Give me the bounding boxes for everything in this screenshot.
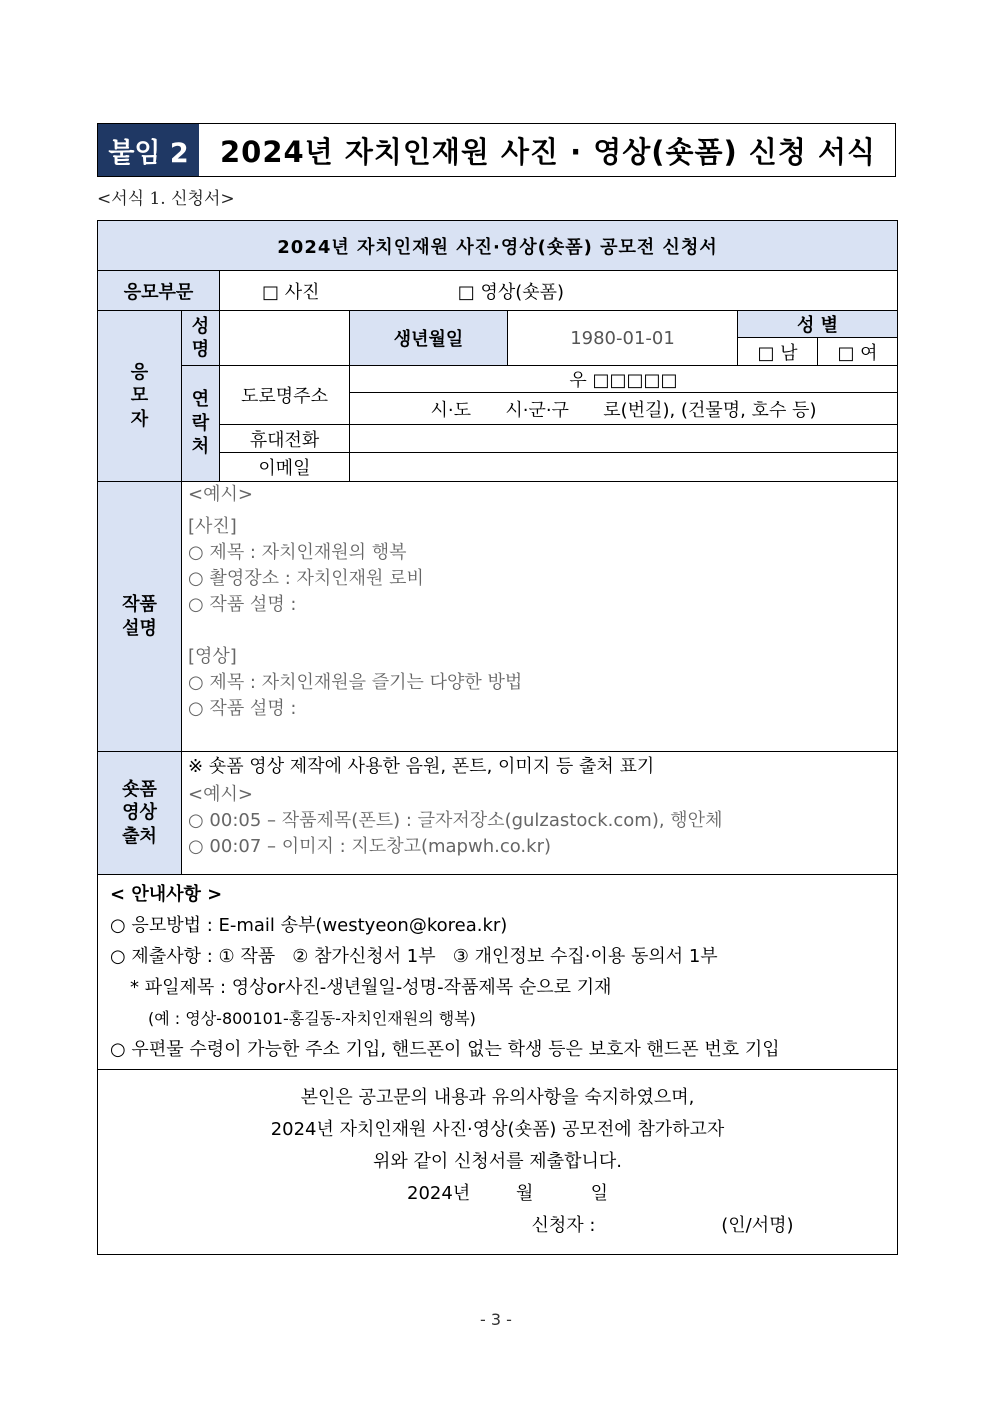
gender-female-checkbox[interactable]: □ 여 [818,338,898,366]
video-description-example: ○ 작품 설명 : [188,698,297,719]
source-example-image: ○ 00:07 – 이미지 : 지도창고(mapwh.co.kr) [188,836,551,857]
gender-label: 성 별 [738,311,898,338]
address-label: 도로명주소 [220,366,350,425]
photo-section-label: [사진] [188,516,237,537]
notice-filename-example: (예 : 영상-800101-홍길동-자치인재원의 행복) [148,1009,476,1028]
declaration-line-2: 2024년 자치인재원 사진·영상(숏폼) 공모전에 참가하고자 [270,1119,725,1140]
form-title: 2024년 자치인재원 사진·영상(숏폼) 공모전 신청서 [98,221,898,271]
birth-label: 생년월일 [350,311,508,366]
page-number: - 3 - [480,1310,512,1329]
name-field[interactable] [220,311,350,366]
email-label: 이메일 [220,453,350,482]
declaration-line-1: 본인은 공고문의 내용과 유의사항을 숙지하였으며, [300,1087,695,1108]
declaration-section [98,1070,898,1255]
notice-section [98,875,898,1070]
work-description-label: 작품 설명 [98,482,182,752]
photo-description-example: ○ 작품 설명 : [188,594,297,615]
name-label: 성 명 [182,311,220,366]
form-subtitle: <서식 1. 신청서> [97,189,235,209]
category-label: 응모부문 [98,271,220,311]
declaration-date: 2024년 월 일 [407,1183,608,1204]
contact-label: 연 락 처 [182,366,220,482]
photo-location-example: ○ 촬영장소 : 자치인재원 로비 [188,568,424,589]
notice-submission-items: ○ 제출사항 : ① 작품 ② 참가신청서 1부 ③ 개인정보 수집·이용 동의서 1부 [110,946,718,967]
birth-field[interactable]: 1980-01-01 [508,311,738,366]
category-options [220,271,898,311]
address-field[interactable]: 시·도 시·군·구 로(번길), (건물명, 호수 등) [350,393,898,425]
phone-label: 휴대전화 [220,425,350,453]
attachment-title: 2024년 자치인재원 사진 · 영상(숏폼) 신청 서식 [220,134,877,169]
postal-code-field[interactable]: 우 □□□□□ [350,366,898,393]
attachment-header [97,123,896,177]
notice-submission-method: ○ 응모방법 : E-mail 송부(westyeon@korea.kr) [110,915,508,936]
declaration-line-3: 위와 같이 신청서를 제출합니다. [373,1151,622,1172]
notice-filename-rule: * 파일제목 : 영상or사진-생년월일-성명-작품제목 순으로 기재 [130,977,612,998]
applicant-label: 응 모 자 [98,311,182,482]
declaration-signature: 신청자 : (인/서명) [531,1215,794,1236]
source-example-heading: <예시> [188,784,253,805]
example-heading: <예시> [188,484,253,505]
gender-male-checkbox[interactable]: □ 남 [738,338,818,366]
category-video-checkbox[interactable]: □ 영상(숏폼) [457,281,565,303]
source-example-font: ○ 00:05 – 작품제목(폰트) : 글자저장소(gulzastock.com), 행안체 [188,810,723,831]
phone-field[interactable] [350,425,898,453]
email-field[interactable] [350,453,898,482]
photo-title-example: ○ 제목 : 자치인재원의 행복 [188,542,407,563]
source-instruction: ※ 숏폼 영상 제작에 사용한 음원, 폰트, 이미지 등 출처 표기 [188,756,655,777]
notice-heading: < 안내사항 > [110,884,223,905]
application-form [97,220,898,1255]
shortform-source-label: 숏폼 영상 출처 [98,752,182,875]
video-title-example: ○ 제목 : 자치인재원을 즐기는 다양한 방법 [188,672,523,693]
attachment-tag: 붙임 2 [98,124,199,176]
shortform-source-field[interactable] [182,752,898,875]
category-photo-checkbox[interactable]: □ 사진 [262,281,320,303]
work-description-field[interactable] [182,482,898,752]
notice-address-rule: ○ 우편물 수령이 가능한 주소 기입, 핸드폰이 없는 학생 등은 보호자 핸드폰 번호 기입 [110,1039,780,1060]
video-section-label: [영상] [188,646,237,667]
